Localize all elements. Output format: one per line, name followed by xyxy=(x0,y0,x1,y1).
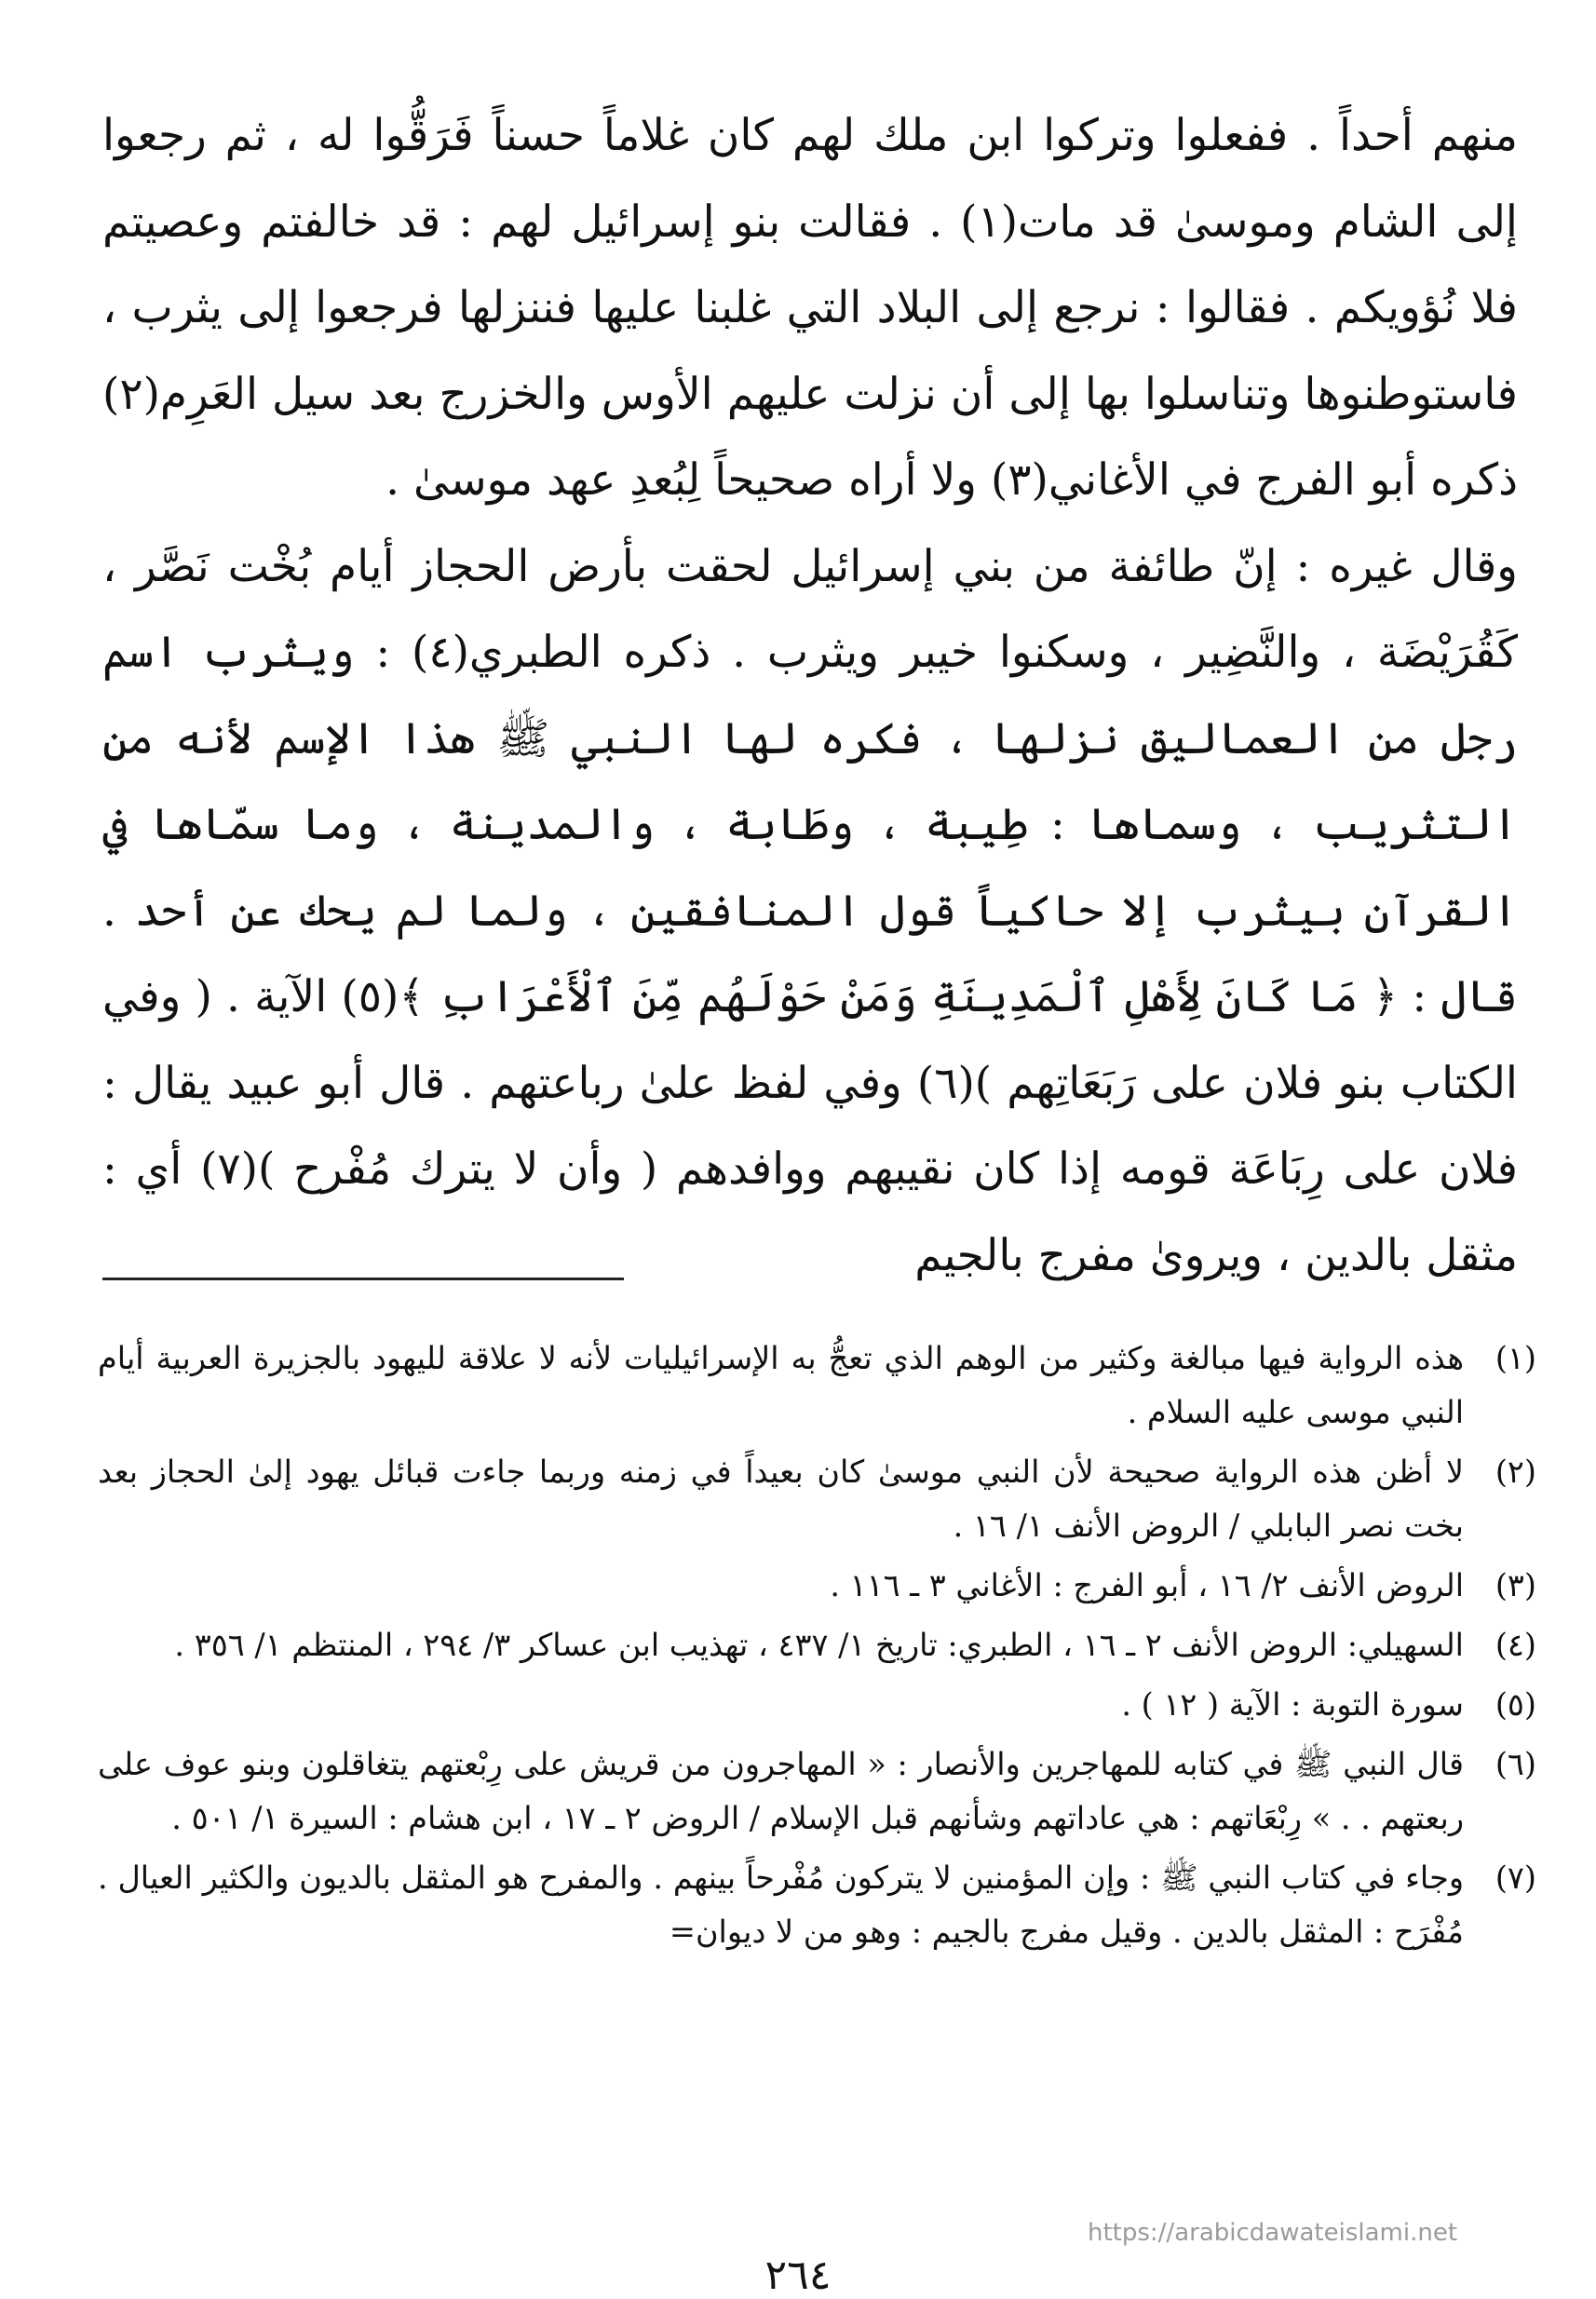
footnote-number: (٧) xyxy=(1495,1859,1536,1896)
main-paragraph: منهم أحداً . ففعلوا وتركوا ابن ملك لهم كان غلاماً حسناً فَرَقُّوا له ، ثم رجعوا إلى الشام وموسىٰ قد مات(١) . فقالت بنو إسرائيل لهم : قد خالفتم وعصيتم فلا نُؤويكم . فقالوا : نرجع إلى البلاد التي غلبنا عليها فننزلها فرجعوا إلى يثرب ، فاستوطنوها وتناسلوا بها إلى أن نزلت عليهم الأوس والخزرج بعد سيل العَرِم(٢) ذكره أبو الفرج في الأغاني(٣) ولا أراه صحيحاً لِبُعدِ عهد موسىٰ . xyxy=(102,110,1518,506)
page-number: ٢٦٤ xyxy=(764,2252,832,2299)
footnote-text: سورة التوبة : الآية ( ١٢ ) . xyxy=(1121,1686,1464,1723)
footnote xyxy=(98,1332,1536,1440)
footnote-number: (٦) xyxy=(1495,1746,1536,1782)
footnote xyxy=(98,1738,1536,1846)
footnote-number: (٥) xyxy=(1495,1686,1536,1723)
footnote xyxy=(98,1559,1536,1613)
footnote-text: السهيلي: الروض الأنف ٢ ـ ١٦ ، الطبري: تاريخ ١/ ٤٣٧ ، تهذيب ابن عساكر ٣/ ٢٩٤ ، المنتظم ١/ ٣٥٦ . xyxy=(174,1627,1464,1663)
footnote-number: (٣) xyxy=(1495,1567,1536,1603)
footnote-text: هذه الرواية فيها مبالغة وكثير من الوهم الذي تعجُّ به الإسرائيليات لأنه لا علاقة لليهود بالجزيرة العربية أيام النبي موسى عليه السلام . xyxy=(98,1340,1464,1430)
footnote-text: وجاء في كتاب النبي ﷺ : وإن المؤمنين لا يتركون مُفْرحاً بينهم . والمفرح هو المثقل بالديون والكثير العيال . مُفْرَح : المثقل بالدين . وقيل مفرج بالجيم : وهو من لا ديوان= xyxy=(98,1859,1464,1950)
main-text xyxy=(102,93,1518,1299)
watermark-url[interactable]: https://arabicdawateislami.net xyxy=(1088,2219,1458,2247)
footnote-text: لا أظن هذه الرواية صحيحة لأن النبي موسىٰ كان بعيداً في زمنه وربما جاءت قبائل يهود إلىٰ الحجاز بعد بخت نصر البابلي / الروض الأنف ١/ ١٦ . xyxy=(98,1454,1464,1544)
footnote-text: الروض الأنف ٢/ ١٦ ، أبو الفرج : الأغاني ٣ ـ ١١٦ . xyxy=(830,1567,1464,1603)
footnote-number: (٤) xyxy=(1495,1627,1536,1663)
footnote xyxy=(98,1618,1536,1672)
footnote xyxy=(98,1678,1536,1732)
footnote xyxy=(98,1851,1536,1959)
main-paragraph: وقال غيره : إنّ طائفة من بني إسرائيل لحقت بأرض الحجاز أيام بُخْت نَصَّر ، كَقُرَيْضَة ، والنَّضِير ، وسكنوا خيبر ويثرب . ذكره الطبري(٤) : ويثرب اسم رجل من العماليق نزلها ، فكره لها النبي ﷺ هذا الإسم لأنه من التثريب ، وسماها : طِيبة ، وطَابة ، والمدينة ، وما سمّاها في القرآن بيثرب إلا حاكياً قول المنافقين ، ولما لم يحك عن أحد . قال : ﴿ مَا كَانَ لِأَهْلِ ٱلْمَدِينَةِ وَمَنْ حَوْلَهُم مِّنَ ٱلْأَعْرَابِ ﴾(٥) الآية . ( وفي الكتاب بنو فلان على رَبَعَاتِهم )(٦) وفي لفظ علىٰ رباعتهم . قال أبو عبيد يقال : فلان على رِبَاعَة قومه إذا كان نقيبهم ووافدهم ( وأن لا يترك مُفْرح )(٧) أي : مثقل بالدين ، ويروىٰ مفرج بالجيم xyxy=(102,540,1519,1281)
footnote xyxy=(98,1445,1536,1553)
footnote-number: (٢) xyxy=(1495,1454,1536,1490)
footnotes xyxy=(98,1332,1536,1965)
footnote-text: قال النبي ﷺ في كتابه للمهاجرين والأنصار : « المهاجرون من قريش على رِبْعتهم يتغاقلون وبنو عوف على ربعتهم . . » رِبْعَاتهم : هي عاداتهم وشأنهم قبل الإسلام / الروض ٢ ـ ١٧ ، ابن هشام : السيرة ١/ ٥٠١ . xyxy=(98,1746,1464,1836)
footnote-separator xyxy=(102,1278,624,1280)
footnote-number: (١) xyxy=(1495,1340,1536,1376)
